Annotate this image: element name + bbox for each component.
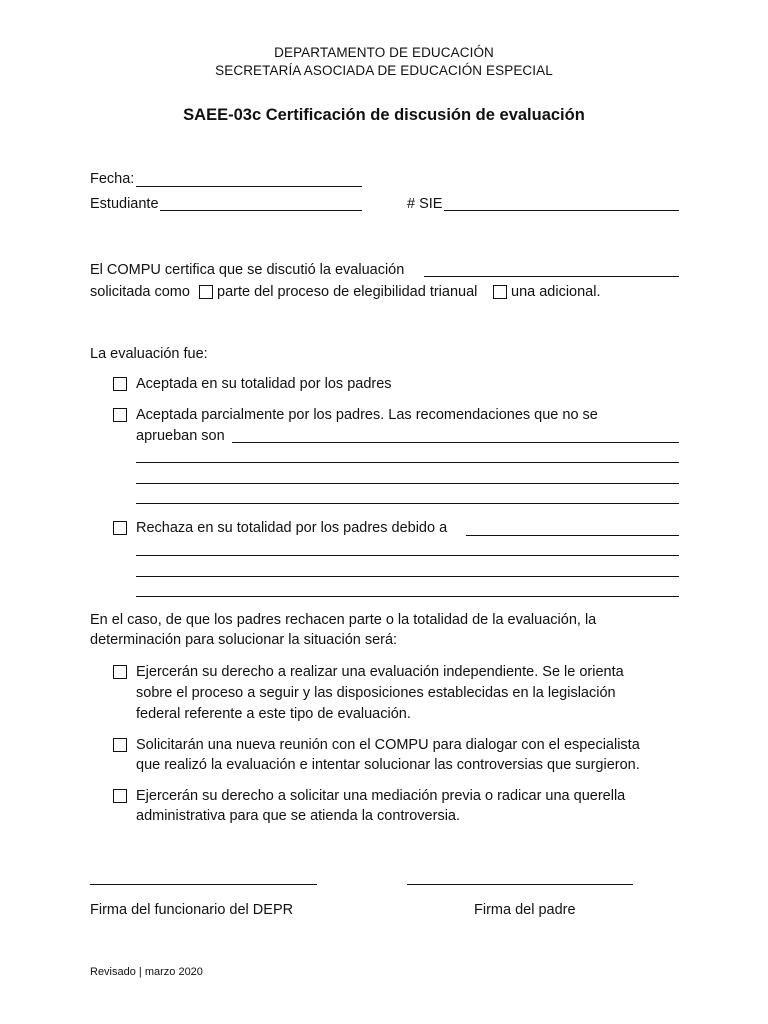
- sie-field[interactable]: [444, 210, 679, 211]
- option1-line2: sobre el proceso a seguir y las disposiciones establecidas en la legislación: [136, 685, 616, 701]
- triennial-checkbox[interactable]: [199, 285, 213, 299]
- rejected-reason-field-line4[interactable]: [136, 596, 679, 597]
- fecha-field[interactable]: [136, 186, 362, 187]
- resolution-intro-line2: determinación para solucionar la situación será:: [90, 632, 398, 648]
- accepted-partial-line2: aprueban son: [136, 428, 225, 444]
- accepted-partial-line1: Aceptada parcialmente por los padres. Las recomendaciones que no se: [136, 407, 598, 423]
- sie-label: # SIE: [407, 196, 443, 212]
- rejected-reason-field-line2[interactable]: [136, 555, 679, 556]
- resolution-intro-line1: En el caso, de que los padres rechacen parte o la totalidad de la evaluación, la: [90, 612, 597, 628]
- not-approved-field-line3[interactable]: [136, 483, 679, 484]
- evaluation-heading: La evaluación fue:: [90, 346, 208, 362]
- parent-signature-line[interactable]: [407, 884, 633, 885]
- accepted-partial-checkbox[interactable]: [113, 408, 127, 422]
- rejected-reason-field[interactable]: [466, 535, 679, 536]
- new-meeting-checkbox[interactable]: [113, 738, 127, 752]
- option1-line1: Ejercerán su derecho a realizar una evaluación independiente. Se le orienta: [136, 664, 624, 680]
- certification-line2-prefix: solicitada como: [90, 284, 190, 300]
- rejected-checkbox[interactable]: [113, 521, 127, 535]
- page-title: SAEE-03c Certificación de discusión de evaluación: [183, 106, 585, 124]
- mediation-checkbox[interactable]: [113, 789, 127, 803]
- additional-option-label: una adicional.: [511, 284, 601, 300]
- estudiante-field[interactable]: [160, 210, 362, 211]
- department-name: DEPARTAMENTO DE EDUCACIÓN: [274, 45, 494, 60]
- not-approved-field-line2[interactable]: [136, 462, 679, 463]
- not-approved-field-line4[interactable]: [136, 503, 679, 504]
- accepted-total-label: Aceptada en su totalidad por los padres: [136, 376, 392, 392]
- official-signature-line[interactable]: [90, 884, 317, 885]
- accepted-total-checkbox[interactable]: [113, 377, 127, 391]
- official-signature-label: Firma del funcionario del DEPR: [90, 902, 294, 918]
- option1-line3: federal referente a este tipo de evaluación.: [136, 706, 411, 722]
- additional-checkbox[interactable]: [493, 285, 507, 299]
- independent-evaluation-checkbox[interactable]: [113, 665, 127, 679]
- option2-line2: que realizó la evaluación e intentar solucionar las controversias que surgieron.: [136, 757, 640, 773]
- option2-line1: Solicitarán una nueva reunión con el COMPU para dialogar con el especialista: [136, 737, 640, 753]
- revision-note: Revisado | marzo 2020: [90, 966, 203, 978]
- certification-line1: El COMPU certifica que se discutió la evaluación: [90, 262, 405, 278]
- triennial-option-label: parte del proceso de elegibilidad trianual: [217, 284, 478, 300]
- estudiante-label: Estudiante: [90, 196, 159, 212]
- not-approved-field[interactable]: [232, 442, 679, 443]
- parent-signature-label: Firma del padre: [474, 902, 576, 918]
- rejected-label: Rechaza en su totalidad por los padres debido a: [136, 520, 448, 536]
- evaluation-field[interactable]: [424, 276, 679, 277]
- option3-line2: administrativa para que se atienda la controversia.: [136, 808, 461, 824]
- fecha-label: Fecha:: [90, 171, 135, 187]
- rejected-reason-field-line3[interactable]: [136, 576, 679, 577]
- option3-line1: Ejercerán su derecho a solicitar una mediación previa o radicar una querella: [136, 788, 626, 804]
- secretariat-name: SECRETARÍA ASOCIADA DE EDUCACIÓN ESPECIAL: [215, 63, 553, 78]
